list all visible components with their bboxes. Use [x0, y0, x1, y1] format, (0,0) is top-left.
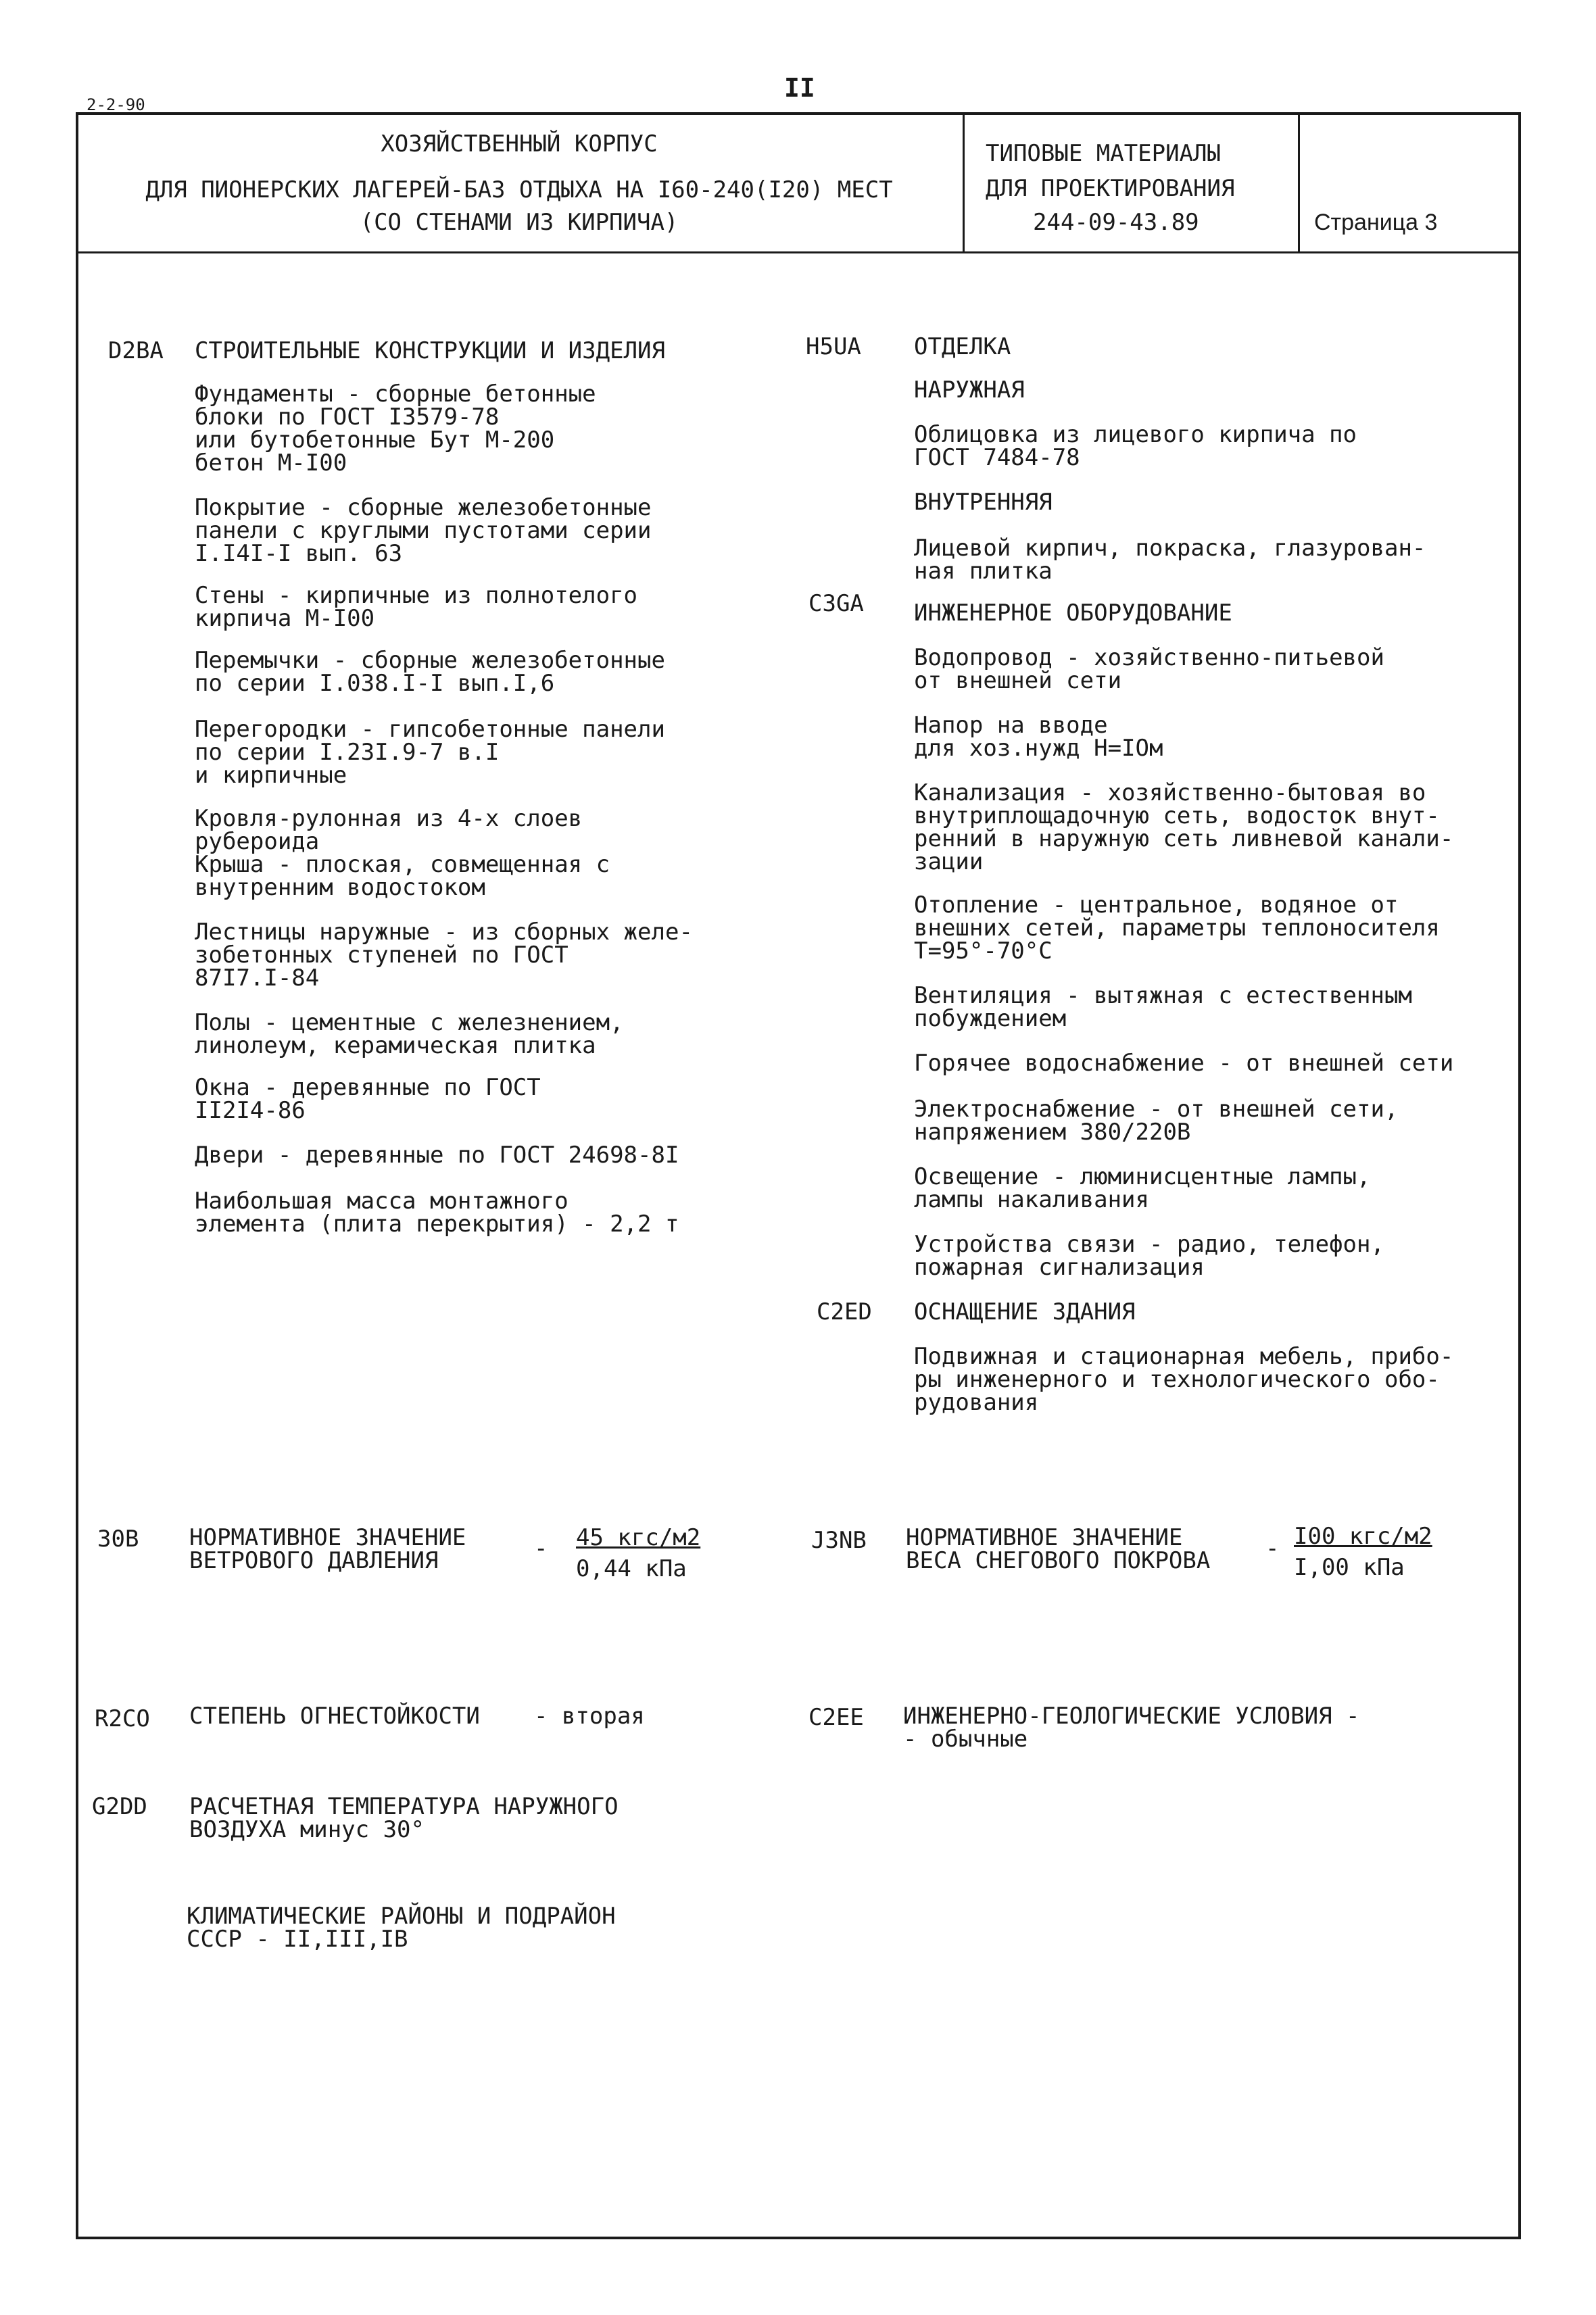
page-number: II — [784, 73, 815, 103]
code-wind: 30B — [97, 1526, 139, 1553]
title-block-divider — [76, 251, 1521, 253]
eng-sewerage: Канализация - хозяйственно-бытовая во внутриплощадочную сеть, водосток внут- ренний в наружную сеть ливневой канали- зации — [914, 779, 1454, 875]
inner-finish-text: Лицевой кирпич, покраска, глазурован- ная плитка — [914, 535, 1426, 585]
sub-outer: НАРУЖНАЯ — [914, 376, 1025, 404]
equip-text: Подвижная и стационарная мебель, прибо- ры инженерного и технологического обо- рудования — [914, 1343, 1454, 1416]
climate-text: КЛИМАТИЧЕСКИЕ РАЙОНЫ И ПОДРАЙОН СССР - II,III,IВ — [187, 1903, 616, 1953]
series-line-1: ТИПОВЫЕ МАТЕРИАЛЫ — [986, 140, 1221, 167]
sheet-label: Страница 3 — [1314, 210, 1438, 235]
wind-value-kgf: 45 кгс/м2 — [576, 1524, 701, 1551]
item-roof-slab: Покрытие - сборные железобетонные панели с круглыми пустотами серии I.I4I-I вып. 63 — [195, 494, 652, 567]
item-foundations: Фундаменты - сборные бетонные блоки по ГОСТ I3579-78 или бутобетонные Бут М-200 бетон М-I00 — [195, 381, 596, 477]
item-doors: Двери - деревянные по ГОСТ 24698-8I — [195, 1142, 679, 1169]
geo-text: ИНЖЕНЕРНО-ГЕОЛОГИЧЕСКИЕ УСЛОВИЯ - - обычные — [903, 1703, 1360, 1753]
fire-value: - вторая — [534, 1703, 645, 1730]
outer-finish-text: Облицовка из лицевого кирпича по ГОСТ 7484-78 — [914, 421, 1357, 471]
snow-dash: - — [1265, 1535, 1280, 1562]
series-line-3: 244-09-43.89 — [1033, 209, 1199, 236]
code-snow: J3NB — [811, 1527, 867, 1554]
item-stairs: Лестницы наружные - из сборных желе- зобетонных ступеней по ГОСТ 87I7.I-84 — [195, 919, 693, 992]
item-roofing: Кровля-рулонная из 4-х слоев рубероида Крыша - плоская, совмещенная с внутренним водостоком — [195, 805, 610, 901]
eng-lighting: Освещение - люминисцентные лампы, лампы накаливания — [914, 1163, 1371, 1213]
title-line-2: ДЛЯ ПИОНЕРСКИХ ЛАГЕРЕЙ-БАЗ ОТДЫХА НА I60-240(I20) МЕСТ — [145, 176, 893, 203]
snow-label: НОРМАТИВНОЕ ЗНАЧЕНИЕ ВЕСА СНЕГОВОГО ПОКРОВА — [906, 1524, 1211, 1574]
title-block-divider-v1 — [963, 112, 965, 253]
eng-communications: Устройства связи - радио, телефон, пожарная сигнализация — [914, 1231, 1384, 1281]
corner-code: 2-2-90 — [87, 95, 145, 114]
item-windows: Окна - деревянные по ГОСТ II2I4-86 — [195, 1074, 541, 1124]
snow-value-kgf: I00 кгс/м2 — [1294, 1523, 1432, 1550]
item-lintels: Перемычки - сборные железобетонные по серии I.038.I-I вып.I,6 — [195, 647, 665, 697]
item-walls: Стены - кирпичные из полнотелого кирпича М-I00 — [195, 582, 638, 632]
title-line-3: (СО СТЕНАМИ ИЗ КИРПИЧА) — [360, 209, 679, 236]
temp-text: РАСЧЕТНАЯ ТЕМПЕРАТУРА НАРУЖНОГО ВОЗДУХА минус 30° — [189, 1793, 619, 1843]
eng-hot-water: Горячее водоснабжение - от внешней сети — [914, 1050, 1454, 1077]
code-temp: G2DD — [92, 1793, 147, 1820]
wind-label: НОРМАТИВНОЕ ЗНАЧЕНИЕ ВЕТРОВОГО ДАВЛЕНИЯ — [189, 1524, 466, 1574]
title-block-divider-v2 — [1298, 112, 1300, 253]
code-geo: C2EE — [808, 1704, 864, 1731]
heading-structures: СТРОИТЕЛЬНЫЕ КОНСТРУКЦИИ И ИЗДЕЛИЯ — [195, 337, 665, 364]
snow-value-kpa: I,00 кПа — [1294, 1554, 1405, 1581]
item-partitions: Перегородки - гипсобетонные панели по серии I.23I.9-7 в.I и кирпичные — [195, 716, 665, 789]
code-structures: D2BA — [108, 337, 164, 364]
code-equip: C2ED — [817, 1298, 872, 1325]
heading-finish: ОТДЕЛКА — [914, 333, 1011, 360]
eng-water-supply: Водопровод - хозяйственно-питьевой от внешней сети — [914, 644, 1384, 694]
code-eng: C3GA — [808, 590, 864, 617]
heading-eng: ИНЖЕНЕРНОЕ ОБОРУДОВАНИЕ — [914, 600, 1232, 627]
wind-dash: - — [534, 1535, 548, 1562]
heading-equip: ОСНАЩЕНИЕ ЗДАНИЯ — [914, 1298, 1136, 1325]
code-fire: R2CO — [95, 1705, 150, 1732]
series-line-2: ДЛЯ ПРОЕКТИРОВАНИЯ — [986, 175, 1235, 202]
fire-label: СТЕПЕНЬ ОГНЕСТОЙКОСТИ — [189, 1703, 480, 1730]
title-line-1: ХОЗЯЙСТВЕННЫЙ КОРПУС — [381, 130, 658, 157]
eng-electricity: Электроснабжение - от внешней сети, напряжением 380/220В — [914, 1096, 1399, 1146]
item-floors: Полы - цементные с железнением, линолеум, керамическая плитка — [195, 1009, 624, 1059]
code-finish: H5UA — [806, 333, 861, 360]
eng-heating: Отопление - центральное, водяное от внешних сетей, параметры теплоносителя Т=95°-70°С — [914, 892, 1440, 965]
eng-pressure: Напор на вводе для хоз.нужд Н=IОм — [914, 712, 1163, 762]
wind-value-kpa: 0,44 кПа — [576, 1555, 687, 1582]
eng-ventilation: Вентиляция - вытяжная с естественным побуждением — [914, 982, 1412, 1032]
item-max-mass: Наибольшая масса монтажного элемента (плита перекрытия) - 2,2 т — [195, 1188, 679, 1238]
sub-inner: ВНУТРЕННЯЯ — [914, 489, 1053, 516]
